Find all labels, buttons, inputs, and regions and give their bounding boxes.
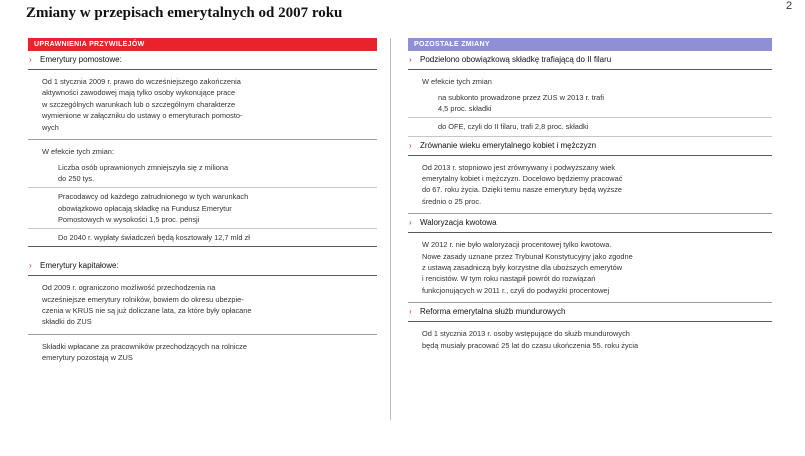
section-heading-bridging-pensions — [28, 51, 377, 70]
chevron-right-icon: › — [409, 218, 412, 228]
left-column-header: UPRAWNIENIA PRZYWILEJÓW — [28, 38, 377, 51]
sub-heading-effects: W efekcie tych zmian: — [42, 147, 114, 157]
paragraph-indexation: W 2012 r. nie było waloryzacji procentowej tylko kwotowa. Nowe zasady uznane przez Trybunał Konstytucyjny jako zgodne z ustawą zasadniczą były korzystne dla uboższych emerytów i rencistów. W tym roku nastąpił powrót do rozwiązań funkcjonujących w 2011 r., czyli do podwyżki procentowej — [408, 233, 772, 303]
section-heading-contribution-split — [408, 51, 772, 70]
page-title: Zmiany w przepisach emerytalnych od 2007 roku — [26, 5, 343, 21]
paragraph-uniformed-services: Od 1 stycznia 2013 r. osoby wstępujące do służb mundurowych będą musiały pracować 25 lat do czasu ukończenia 55. roku życia — [422, 329, 639, 350]
section-heading-capital-pensions — [28, 257, 377, 276]
list-item: Pracodawcy od każdego zatrudnionego w tych warunkach obowiązkowo opłacają składkę na Fundusz Emerytur Pomostowych w wysokości 1,5 proc. pensji — [28, 188, 377, 229]
paragraph-contributions-zus: Składki wpłacane za pracowników przechodzących na rolnicze emerytury pozostają w ZUS — [42, 341, 247, 363]
list-item: Liczba osób uprawnionych zmniejszyła się z miliona do 250 tys. — [28, 159, 377, 188]
right-column — [408, 38, 772, 357]
heading-text: Podzielono obowiązkową składkę trafiającą do II filaru — [420, 55, 612, 64]
section-heading-uniformed-services — [408, 303, 772, 322]
heading-text: Emerytury pomostowe: — [40, 55, 122, 64]
heading-text: Reforma emerytalna służb mundurowych — [420, 307, 566, 317]
section-heading-indexation — [408, 214, 772, 233]
section-heading-retirement-age — [408, 137, 772, 156]
column-divider — [390, 38, 391, 420]
list-item: Do 2040 r. wypłaty świadczeń będą kosztowały 12,7 mld zł — [28, 229, 377, 247]
heading-text: Emerytury kapitałowe: — [40, 261, 119, 271]
paragraph-bridging-pensions: Od 1 stycznia 2009 r. prawo do wcześniejszego zakończenia aktywności zawodowej mają tylko osoby wykonujące prace w szczególnych warunkach lub o szczególnym charakterze wymienione w załączniku do ustawy o emeryturach pomosto- wych — [28, 70, 377, 140]
chevron-right-icon: › — [409, 55, 412, 64]
left-column — [28, 38, 377, 370]
chevron-right-icon: › — [409, 140, 412, 150]
paragraph-farmers-pensions: Od 2009 r. ograniczono możliwość przechodzenia na wcześniejsze emerytury rolników, bowiem do okresu ubezpie- czenia w KRUS nie są już doliczane lata, za które były opłacane składki do ZUS — [28, 276, 377, 335]
chevron-right-icon: › — [29, 55, 32, 64]
paragraph-retirement-age: Od 2013 r. stopniowo jest zrównywany i podwyższany wiek emerytalny kobiet i mężczyzn. Docelowo będziemy pracować do 67. roku życia. Dzięki temu nasze emerytury będą wyższe średnio o 25 proc. — [408, 156, 772, 215]
page-number: 2 — [786, 0, 793, 12]
chevron-right-icon: › — [29, 261, 32, 271]
heading-text: Waloryzacja kwotowa — [420, 218, 497, 228]
list-item: na subkonto prowadzone przez ZUS w 2013 r. trafi 4,5 proc. składki — [408, 89, 772, 118]
heading-text: Zrównanie wieku emerytalnego kobiet i mężczyzn — [420, 140, 597, 150]
right-column-header: POZOSTAŁE ZMIANY — [408, 38, 772, 51]
chevron-right-icon: › — [409, 307, 412, 317]
list-item: do OFE, czyli do II filaru, trafi 2,8 proc. składki — [408, 118, 772, 136]
sub-heading-effects: W efekcie tych zmian — [422, 77, 492, 86]
spacer — [28, 247, 377, 257]
